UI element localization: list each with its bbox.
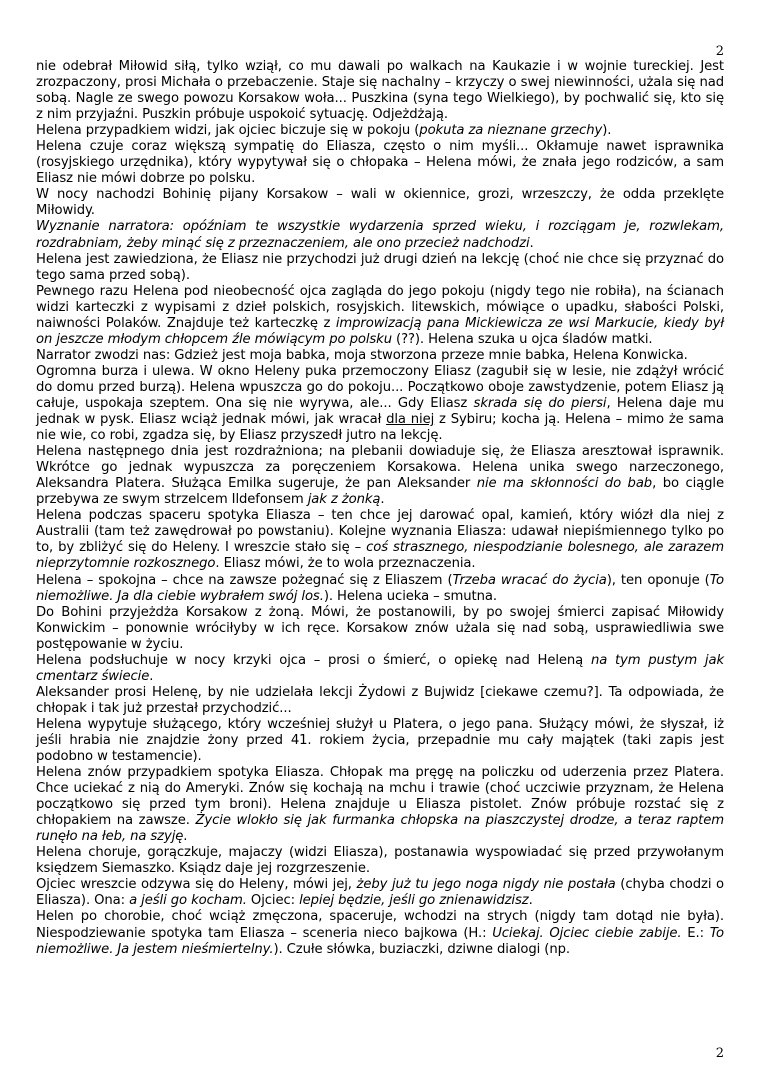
paragraph (36, 444, 724, 508)
paragraph (36, 605, 724, 653)
paragraph (36, 508, 724, 572)
text-run: Pewnego razu Helena pod nieobecność ojca zagląda do jego pokoju (nigdy tego nie robiła), na ścianach widzi karteczki z wypisami z dzieł polskich, rosyjskich. litewskich, mówiące o upadku, słabości Polski, naiwności Polaków. Znajduje też karteczkę z (36, 283, 724, 331)
text-run: ), ten oponuje ( (606, 572, 710, 588)
paragraph (36, 59, 724, 123)
paragraph (36, 219, 724, 251)
text-run: Aleksander prosi Helenę, by nie udzielała lekcji Żydowi z Bujwidz [ciekawe czemu?]. Ta odpowiada, że chłopak i tak już przestał przychodzić... (36, 684, 724, 716)
italic-text: To niemożliwe. Ja dla ciebie wybrałem swój los. (36, 572, 725, 604)
paragraph (36, 139, 724, 187)
paragraph (36, 653, 724, 685)
text-run: Ojciec: (246, 893, 300, 909)
page-number-top: 2 (715, 44, 724, 59)
text-run: , bo ciągle przebywa ze swym strzelcem Ildefonsem (36, 476, 724, 508)
text-run: Helena następnego dnia jest rozdrażniona; na plebanii dowiaduje się, że Eliasza aresztował isprawnik. Wkrótce go jednak wypuszcza za poręczeniem Korsakowa. Helena unika swego narzeczonego, Aleksandra Platera. Służąca Emilka sugeruje, że pan Aleksander (36, 444, 724, 492)
italic-text: Wyznanie narratora: opóźniam te wszystkie wydarzenia sprzed wieku, i rozciągam je, rozwlekam, rozdrabniam, żeby minąć się z przeznaczeniem, ale ono przecież nadchodzi (36, 219, 724, 251)
italic-text: coś strasznego, niespodzianie bolesnego, ale zarazem nieprzytomnie rozkosznego (36, 540, 724, 572)
text-run: z Sybiru; kocha ją. Helena – mimo że sama nie wie, co robi, zgadza się, by Eliasz przyszedł jutro na lekcję. (36, 412, 724, 444)
paragraph (36, 765, 724, 845)
italic-text: Trzeba wracać do życia (452, 572, 607, 588)
text-run: Do Bohini przyjeżdża Korsakow z żoną. Mówi, że postanowili, by po swojej śmierci zapisać Miłowidy Konwickim – ponownie wróciłyby w ich ręce. Korsakow znów użala się nad sobą, usprawiedliwia swe postępowanie w życiu. (36, 604, 724, 652)
italic-text: To niemożliwe. Ja jestem nieśmiertelny. (36, 925, 724, 957)
text-run: . (149, 668, 154, 684)
text-run: ). (602, 123, 612, 139)
paragraph (36, 573, 724, 605)
paragraph (36, 845, 724, 877)
italic-text: żeby już tu jego noga nigdy nie postała (356, 877, 616, 893)
italic-text: skrada się do piersi (473, 395, 607, 411)
paragraph (36, 877, 724, 909)
paragraph (36, 909, 724, 957)
paragraph (36, 717, 724, 765)
italic-text: a jeśli go kocham. (129, 893, 247, 909)
underlined-text: dla niej (386, 412, 435, 428)
text-run: Helena – spokojna – chce na zawsze pożegnać się z Eliaszem ( (36, 572, 453, 588)
italic-text: na tym pustym jak cmentarz świecie (36, 652, 724, 684)
italic-text: improwizacją pana Mickiewicza ze wsi Markucie, kiedy był on jeszcze młodym chłopcem źle mówiącym po polsku (36, 315, 724, 347)
text-run: Helena przypadkiem widzi, jak ojciec biczuje się w pokoju ( (36, 123, 420, 139)
italic-text: pokuta za nieznane grzechy (419, 123, 603, 139)
italic-text: Uciekaj. Ojciec ciebie zabije. (492, 925, 682, 941)
text-run: . (529, 235, 534, 251)
text-run: E.: (681, 925, 710, 941)
text-run: . (183, 829, 188, 845)
text-run: . (380, 492, 385, 508)
document-body (36, 59, 724, 958)
text-run: Narrator zwodzi nas: Gdzież jest moja babka, moja stworzona przeze mnie babka, Helena Konwicka. (36, 347, 688, 363)
text-run: Helen po chorobie, choć wciąż zmęczona, spaceruje, wchodzi na strych (nigdy tam dotąd nie była). Niespodziewanie spotyka tam Eliasza – sceneria nieco bajkowa (H.: (36, 909, 724, 941)
text-run: ). Helena ucieka – smutna. (323, 588, 497, 604)
paragraph (36, 685, 724, 717)
paragraph (36, 284, 724, 348)
paragraph (36, 348, 724, 364)
italic-text: Życie wlokło się jak furmanka chłopska na piaszczystej drodze, a teraz raptem runęło na łeb, na szyję (36, 813, 724, 845)
text-run: Helena jest zawiedziona, że Eliasz nie przychodzi już drugi dzień na lekcję (choć nie chce się przyznać do tego sama przed sobą). (36, 251, 724, 283)
text-run: Helena choruje, gorączkuje, majaczy (widzi Eliasza), postanawia wyspowiadać się przed przywołanym księdzem Siemaszko. Ksiądz daje jej rozgrzeszenie. (36, 845, 724, 877)
text-run: Helena podsłuchuje w nocy krzyki ojca – prosi o śmierć, o opiekę nad Heleną (36, 652, 591, 668)
text-run: nie odebrał Miłowid siłą, tylko wziął, co mu dawali po walkach na Kaukazie i w wojnie tureckiej. Jest zrozpaczony, prosi Michała o przebaczenie. Staje się nachalny – krzyczy o swej niewinności, użala się nad sobą. Nagle ze swego powozu Korsakow woła... Puszkina (syna tego Wielkiego), by pochwalić się, kto się z nim przyjaźni. Puszkin próbuje uspokoić sytuację. Odjeżdżają. (36, 59, 724, 123)
italic-text: lepiej będzie, jeśli go znienawidzisz (299, 893, 529, 909)
paragraph (36, 187, 724, 219)
text-run: Helena znów przypadkiem spotyka Eliasza. Chłopak ma pręgę na policzku od uderzenia przez Platera. Chce uciekać z nią do Ameryki. Znów się kochają na mchu i trawie (choć uczciwie przyznam, że Helena początkowo się przed tym broni). Helena znajduje u Eliasza pistolet. Znów próbuje rozstać się z chłopakiem na zawsze. (36, 765, 724, 829)
text-run: (chyba chodzi o Eliasza). Ona: (36, 877, 724, 909)
paragraph (36, 123, 724, 139)
text-run: Ojciec wreszcie odzywa się do Heleny, mówi jej, (36, 877, 357, 893)
text-run: (??). Helena szuka u ojca śladów matki. (391, 331, 653, 347)
text-run: . Eliasz mówi, że to wola przeznaczenia. (215, 556, 476, 572)
text-run: Helena czuje coraz większą sympatię do Eliasza, często o nim myśli... Okłamuje nawet isprawnika (rosyjskiego urzędnika), który wypytywał się o chłopaka – Helena mówi, że znała jego rodziców, a sam Eliasz nie mówi dobrze po polsku. (36, 139, 724, 187)
text-run: . (528, 893, 533, 909)
italic-text: jak z żonką (307, 492, 381, 508)
text-run: ). Czułe słówka, buziaczki, dziwne dialogi (np. (273, 941, 570, 957)
paragraph (36, 364, 724, 444)
text-run: Helena podczas spaceru spotyka Eliasza – ten chce jej darować opal, kamień, który wiózł dla niej z Australii (tam też zawędrował po powstaniu). Kolejne wyznania Eliasza: udawał niepiśmiennego tylko po to, by zbliżyć się do Heleny. I wreszcie stało się – (36, 508, 724, 556)
page-number-bottom: 2 (715, 1046, 724, 1061)
text-run: , Helena daje mu jednak w pysk. Eliasz wciąż jednak mówi, jak wracał (36, 395, 724, 428)
text-run: W nocy nachodzi Bohinię pijany Korsakow – wali w okiennice, grozi, wrzeszczy, że odda przeklęte Miłowidy. (36, 187, 724, 219)
text-run: Helena wypytuje służącego, który wcześniej służył u Platera, o jego pana. Służący mówi, że słyszał, iż jeśli hrabia nie znajdzie żony przed 41. rokiem życia, przepadnie mu cały majątek (taki zapis jest podobno w testamencie). (36, 716, 724, 765)
italic-text: nie ma skłonności do bab (476, 476, 653, 492)
paragraph (36, 252, 724, 284)
text-run: Ogromna burza i ulewa. W okno Heleny puka przemoczony Eliasz (zagubił się w lesie, nie zdążył wrócić do domu przed burzą). Helena wpuszcza go do pokoju... Początkowo oboje zawstydzenie, potem Eliasz ją całuje, uspokaja szeptem. Ona się nie wyrywa, ale... Gdy Eliasz (36, 363, 724, 411)
